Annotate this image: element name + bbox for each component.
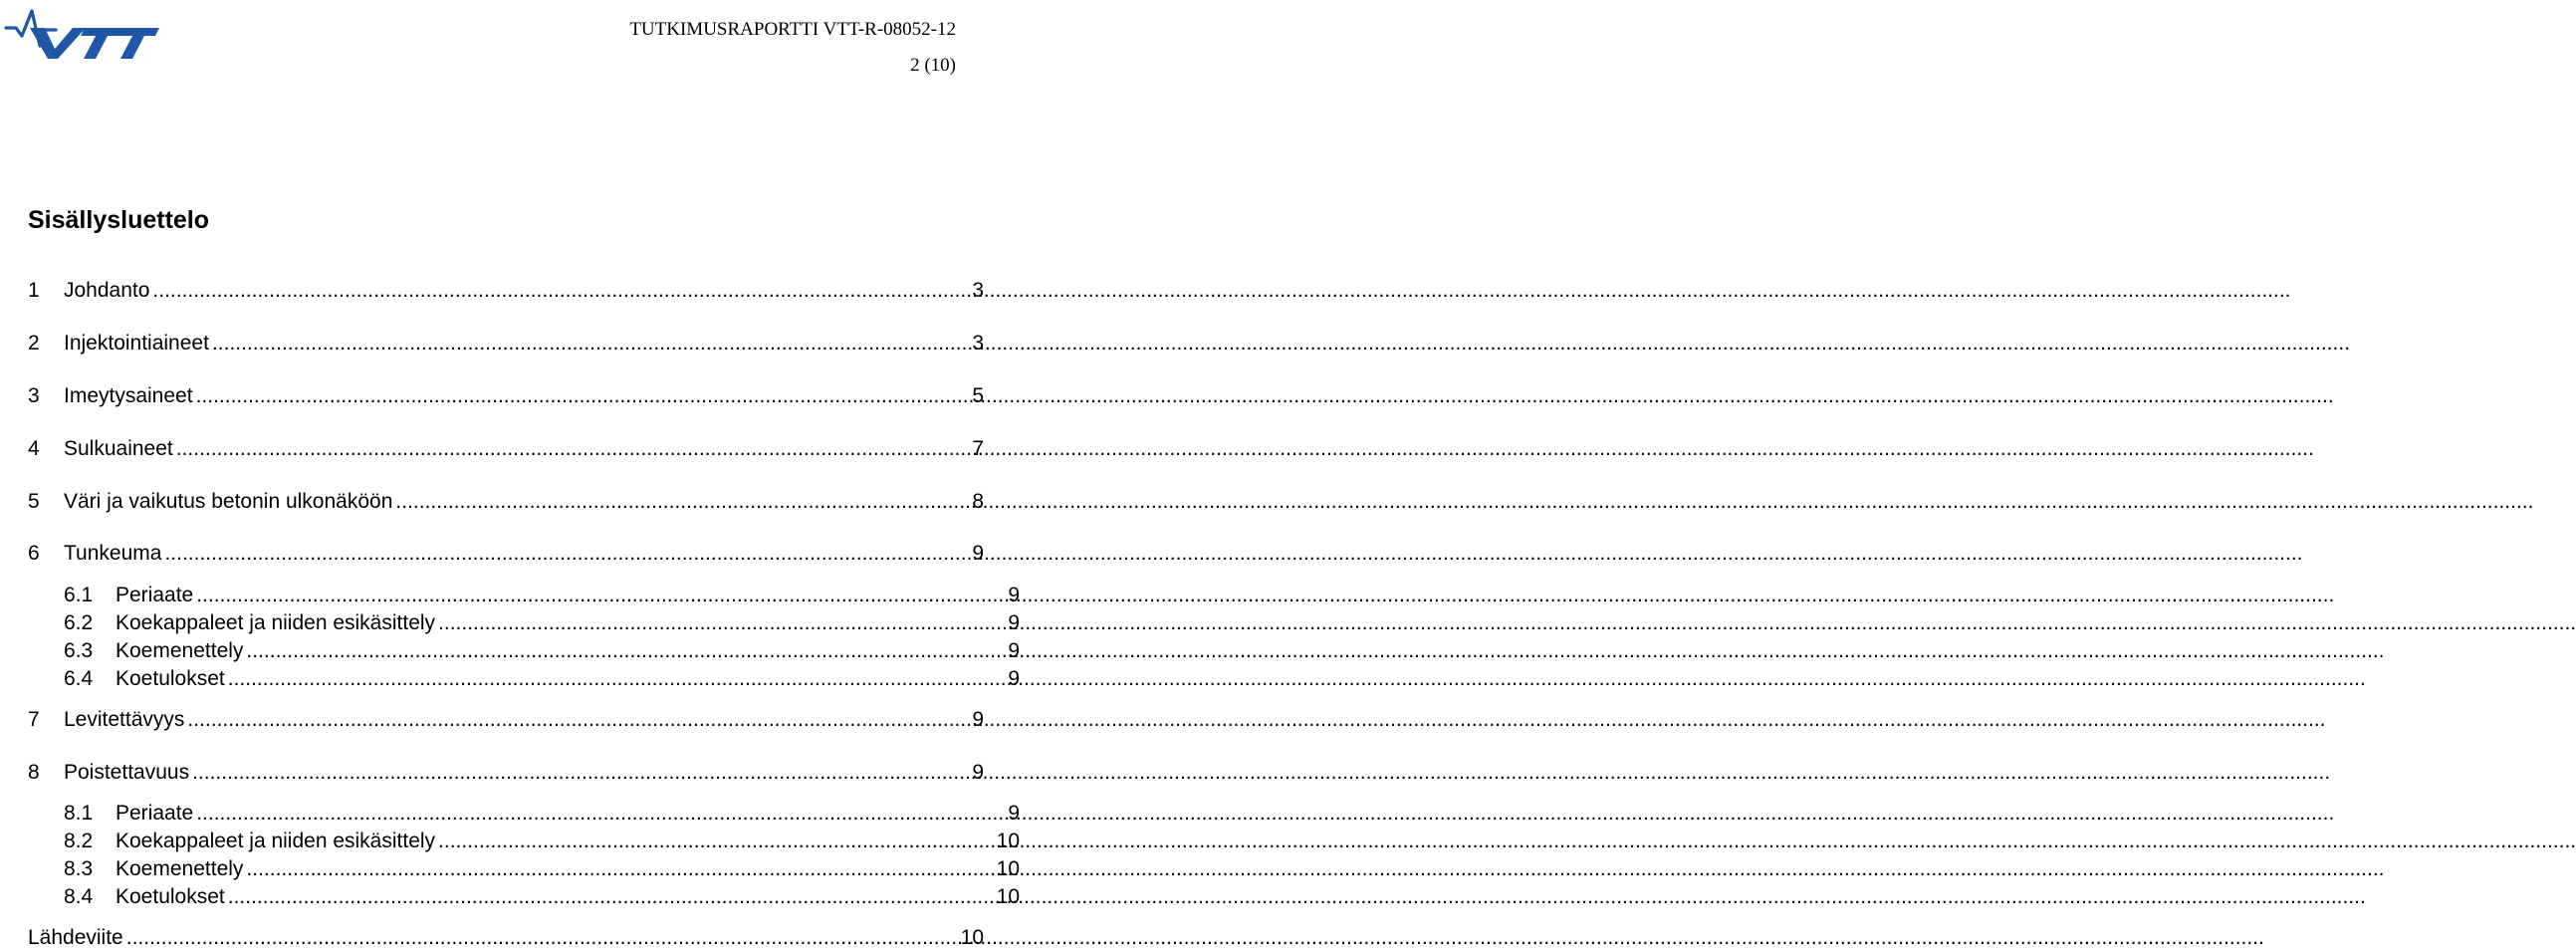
toc-entry-page: 9 [972, 761, 984, 784]
toc-entry-8-2[interactable] [0, 828, 1020, 855]
toc-dot-leader [438, 828, 992, 855]
toc-dot-leader [395, 488, 956, 516]
toc-entry-references[interactable] [0, 924, 984, 952]
logo-letter-t1 [81, 28, 122, 59]
toc-entry-title: Periaate [116, 802, 194, 825]
toc-entry-number: 3 [28, 384, 40, 407]
toc-dot-leader [196, 800, 992, 828]
toc-entry-number: 7 [28, 708, 40, 731]
toc-dot-leader [228, 665, 992, 693]
toc-dot-leader [196, 582, 992, 609]
toc-entry-3[interactable] [0, 382, 984, 410]
toc-dot-leader [438, 609, 992, 637]
logo-letter-t2 [117, 28, 159, 59]
toc-title: Sisällysluettelo [28, 206, 210, 234]
toc-entry-5[interactable] [0, 488, 984, 516]
toc-entry-page: 10 [996, 830, 1020, 852]
toc-entry-number: 6.2 [64, 611, 94, 634]
toc-dot-leader [176, 435, 956, 463]
toc-entry-number: 6 [28, 542, 40, 565]
toc-entry-6[interactable] [0, 540, 984, 568]
toc-dot-leader [164, 540, 956, 568]
toc-dot-leader [196, 382, 956, 410]
toc-entry-title: Koetulokset [116, 667, 225, 690]
toc-entry-title: Periaate [116, 584, 194, 606]
toc-entry-6-1[interactable] [0, 582, 1020, 609]
toc-entry-title: Koekappaleet ja niiden esikäsittely [116, 611, 436, 634]
toc-entry-4[interactable] [0, 435, 984, 463]
toc-entry-title: Injektointiaineet [64, 332, 209, 355]
toc-entry-page: 9 [972, 708, 984, 731]
toc-dot-leader [246, 637, 992, 665]
toc-entry-number: 8.1 [64, 802, 94, 825]
toc-dot-leader [126, 924, 956, 952]
toc-entry-number: 6.4 [64, 667, 94, 690]
toc-entry-number: 6.1 [64, 584, 94, 606]
toc-entry-6-4[interactable] [0, 665, 1020, 693]
toc-entry-title: Poistettavuus [64, 761, 190, 784]
toc-entry-1[interactable] [0, 277, 984, 305]
toc-entry-page: 9 [972, 542, 984, 565]
toc-entry-number: 1 [28, 279, 40, 302]
toc-entry-page: 9 [1008, 667, 1020, 690]
toc-entry-page: 5 [972, 384, 984, 407]
toc-entry-title: Lähdeviite [28, 926, 123, 949]
toc-entry-page: 10 [960, 926, 984, 949]
toc-entry-page: 8 [972, 490, 984, 513]
toc-entry-8[interactable] [0, 759, 984, 787]
toc-entry-number: 8.3 [64, 857, 94, 880]
toc-entry-title: Koemenettely [116, 639, 244, 662]
toc-dot-leader [152, 277, 956, 305]
toc-entry-page: 9 [1008, 611, 1020, 634]
toc-entry-number: 8.2 [64, 830, 94, 852]
toc-dot-leader [246, 855, 992, 883]
toc-entry-page: 10 [996, 857, 1020, 880]
toc-entry-title: Koekappaleet ja niiden esikäsittely [116, 830, 436, 852]
toc-entry-8-1[interactable] [0, 800, 1020, 828]
toc-entry-title: Johdanto [64, 279, 150, 302]
toc-entry-7[interactable] [0, 706, 984, 734]
vtt-logo [4, 6, 159, 62]
toc-entry-8-4[interactable] [0, 883, 1020, 911]
toc-entry-6-3[interactable] [0, 637, 1020, 665]
toc-entry-6-2[interactable] [0, 609, 1020, 637]
toc-entry-title: Imeytysaineet [64, 384, 193, 407]
toc-entry-title: Koetulokset [116, 885, 225, 908]
toc-entry-title: Tunkeuma [64, 542, 162, 565]
toc-entry-page: 7 [972, 437, 984, 460]
toc-entry-page: 9 [1008, 639, 1020, 662]
toc-entry-number: 5 [28, 490, 40, 513]
toc-dot-leader [192, 759, 956, 787]
toc-entry-8-3[interactable] [0, 855, 1020, 883]
toc-entry-page: 3 [972, 332, 984, 355]
toc-entry-2[interactable] [0, 330, 984, 357]
toc-entry-title: Väri ja vaikutus betonin ulkonäköön [64, 490, 393, 513]
toc-entry-title: Sulkuaineet [64, 437, 173, 460]
report-id: TUTKIMUSRAPORTTI VTT-R-08052-12 [629, 19, 956, 40]
toc-dot-leader [187, 706, 956, 734]
page-number: 2 (10) [910, 55, 956, 76]
toc-entry-page: 3 [972, 279, 984, 302]
toc-entry-number: 4 [28, 437, 40, 460]
toc-entry-title: Levitettävyys [64, 708, 185, 731]
toc-entry-page: 10 [996, 885, 1020, 908]
toc-entry-number: 8 [28, 761, 40, 784]
toc-entry-page: 9 [1008, 584, 1020, 606]
toc-entry-number: 6.3 [64, 639, 94, 662]
toc-entry-page: 9 [1008, 802, 1020, 825]
toc-dot-leader [228, 883, 992, 911]
toc-entry-number: 8.4 [64, 885, 94, 908]
toc-dot-leader [212, 330, 956, 357]
toc-entry-title: Koemenettely [116, 857, 244, 880]
toc-entry-number: 2 [28, 332, 40, 355]
